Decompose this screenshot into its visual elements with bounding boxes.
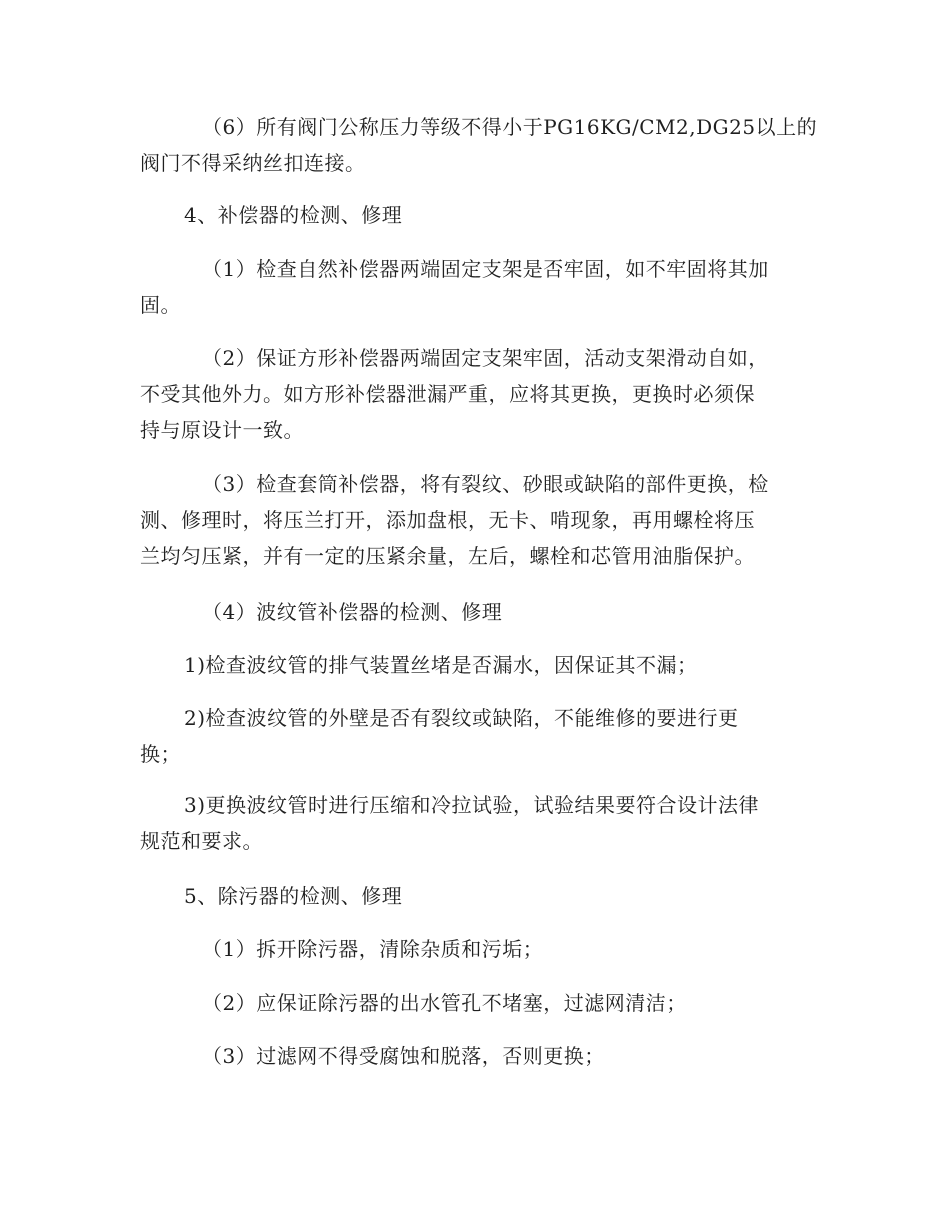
paragraph-bellows-item-1 [140, 647, 800, 683]
text-line: 规范和要求。 [140, 829, 263, 853]
subheading-bellows-compensator [140, 594, 800, 630]
paragraph-bellows-item-3 [140, 787, 800, 859]
text-line: （1）检查自然补偿器两端固定支架是否牢固，如不牢固将其加 [202, 257, 769, 281]
text-line: 3)更换波纹管时进行压缩和冷拉试验，试验结果要符合设计法律 [184, 793, 760, 817]
text-line: （6）所有阀门公称压力等级不得小于PG16KG/CM2,DG25以上的 [202, 115, 818, 139]
text-line: 4、补偿器的检测、修理 [184, 203, 403, 227]
paragraph-valve-pressure [140, 109, 818, 181]
section-heading-compensator [140, 197, 800, 233]
text-line: 兰均匀压紧，并有一定的压紧余量，左后，螺栓和芯管用油脂保护。 [140, 544, 755, 568]
text-line: 1)检查波纹管的排气装置丝堵是否漏水，因保证其不漏； [184, 653, 698, 677]
paragraph-natural-compensator [140, 251, 800, 323]
paragraph-dirt-separator-item-3 [140, 1038, 800, 1074]
text-line: （1）拆开除污器，清除杂质和污垢； [202, 937, 544, 961]
text-line: （3）检查套筒补偿器，将有裂纹、砂眼或缺陷的部件更换，检 [202, 472, 769, 496]
text-line: （4）波纹管补偿器的检测、修理 [202, 600, 503, 624]
text-line: （2）保证方形补偿器两端固定支架牢固，活动支架滑动自如， [202, 346, 769, 370]
text-line: 阀门不得采纳丝扣连接。 [140, 151, 366, 175]
text-line: 换； [140, 742, 181, 766]
paragraph-sleeve-compensator [140, 466, 800, 574]
paragraph-bellows-item-2 [140, 700, 800, 772]
section-heading-dirt-separator [140, 878, 800, 914]
text-line: （3）过滤网不得受腐蚀和脱落，否则更换； [202, 1044, 605, 1068]
text-line: 持与原设计一致。 [140, 418, 304, 442]
text-line: （2）应保证除污器的出水管孔不堵塞，过滤网清洁； [202, 991, 687, 1015]
text-line: 不受其他外力。如方形补偿器泄漏严重，应将其更换，更换时必须保 [140, 382, 755, 406]
text-line: 测、修理时，将压兰打开，添加盘根，无卡、啃现象，再用螺栓将压 [140, 508, 755, 532]
paragraph-dirt-separator-item-1 [140, 931, 800, 967]
paragraph-dirt-separator-item-2 [140, 985, 800, 1021]
text-line: 5、除污器的检测、修理 [184, 884, 403, 908]
text-line: 固。 [140, 293, 181, 317]
text-line: 2)检查波纹管的外壁是否有裂纹或缺陷，不能维修的要进行更 [184, 706, 739, 730]
paragraph-square-compensator [140, 340, 800, 448]
